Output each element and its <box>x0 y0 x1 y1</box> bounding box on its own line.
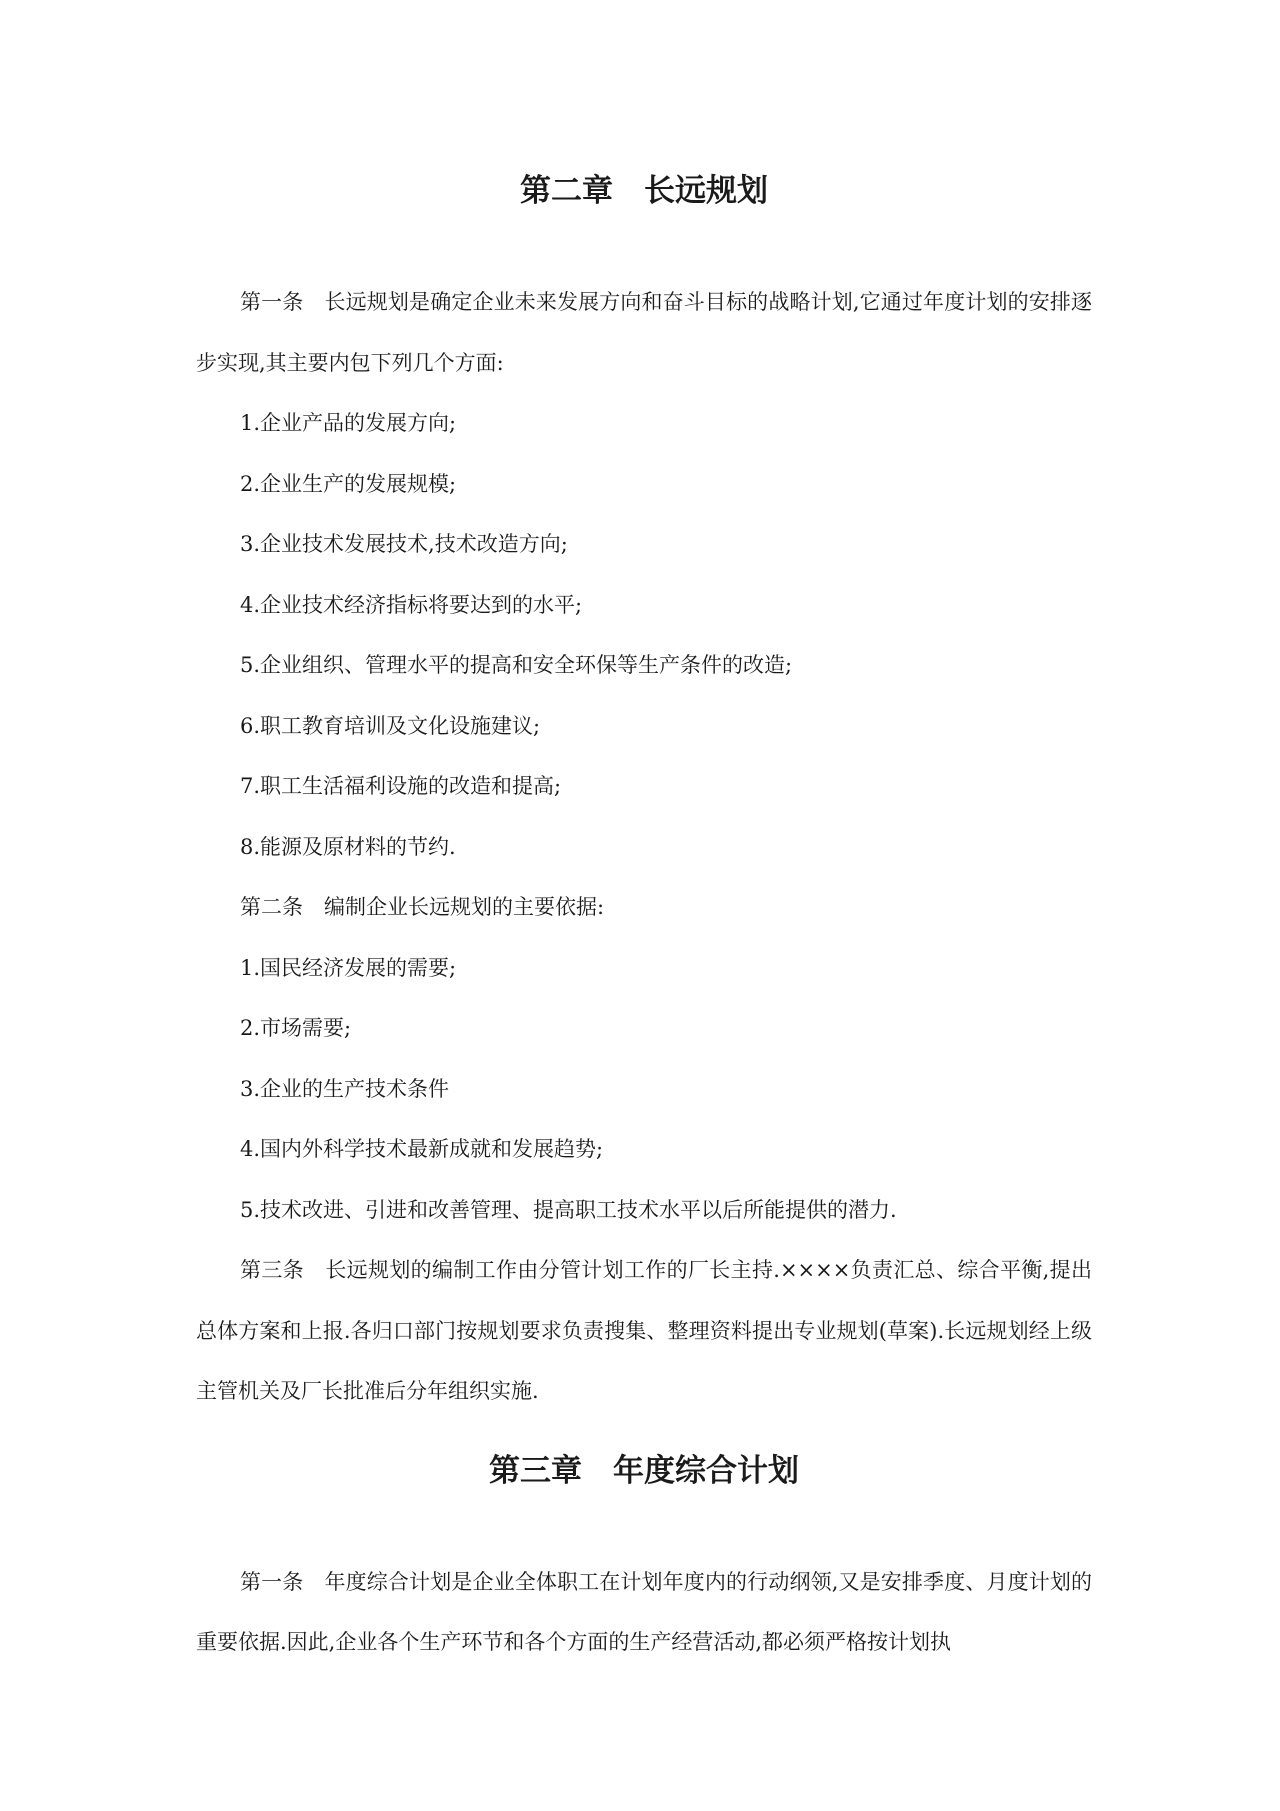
list-item: 2.企业生产的发展规模; <box>240 471 457 496</box>
article-text: 编制企业长远规划的主要依据: <box>324 895 605 919</box>
list-item: 3.企业技术发展技术,技术改造方向; <box>240 532 568 556</box>
chapter-2-article-1 <box>196 272 1092 393</box>
article-text: 年度综合计划是企业全体职工在计划年度内的行动纲领,又是安排季度、月度计划的重要依据.因此,企业各个生产环节和各个方面的生产经营活动,都必须严格按计划执 <box>196 1569 1092 1654</box>
list-item: 8.能源及原材料的节约. <box>240 834 456 859</box>
article-label: 第一条 <box>240 1569 325 1594</box>
list-item: 5.技术改进、引进和改善管理、提高职工技术水平以后所能提供的潜力. <box>240 1197 897 1222</box>
article-text: 长远规划是确定企业未来发展方向和奋斗目标的战略计划,它通过年度计划的安排逐步实现,其主要内包下列几个方面: <box>196 290 1092 375</box>
chapter-2-article-3 <box>196 1240 1092 1422</box>
list-item: 2.市场需要; <box>240 1016 352 1040</box>
list-item: 4.企业技术经济指标将要达到的水平; <box>240 592 583 617</box>
list-item: 1.企业产品的发展方向; <box>240 411 457 435</box>
list-item: 5.企业组织、管理水平的提高和安全环保等生产条件的改造; <box>240 653 793 677</box>
chapter-2-title: 第二章 长远规划 <box>520 173 768 209</box>
article-label: 第二条 <box>240 895 324 919</box>
chapter-3-title: 第三章 年度综合计划 <box>489 1452 799 1489</box>
list-item: 6.职工教育培训及文化设施建议; <box>240 713 541 738</box>
article-label: 第一条 <box>240 290 325 314</box>
chapter-2-article-2 <box>196 877 1092 938</box>
document-body <box>196 160 1092 1673</box>
list-item: 3.企业的生产技术条件 <box>240 1076 450 1101</box>
article-text: 长远规划的编制工作由分管计划工作的厂长主持.××××负责汇总、综合平衡,提出总体方案和上报.各归口部门按规划要求负责搜集、整理资料提出专业规划(草案).长远规划经上级主管机关及厂长批准后分年组织实施. <box>196 1258 1092 1403</box>
list-item: 7.职工生活福利设施的改造和提高; <box>240 774 562 798</box>
list-item: 4.国内外科学技术最新成就和发展趋势; <box>240 1137 604 1161</box>
list-item: 1.国民经济发展的需要; <box>240 955 457 980</box>
chapter-3-article-1 <box>196 1552 1092 1673</box>
article-label: 第三条 <box>240 1258 326 1282</box>
